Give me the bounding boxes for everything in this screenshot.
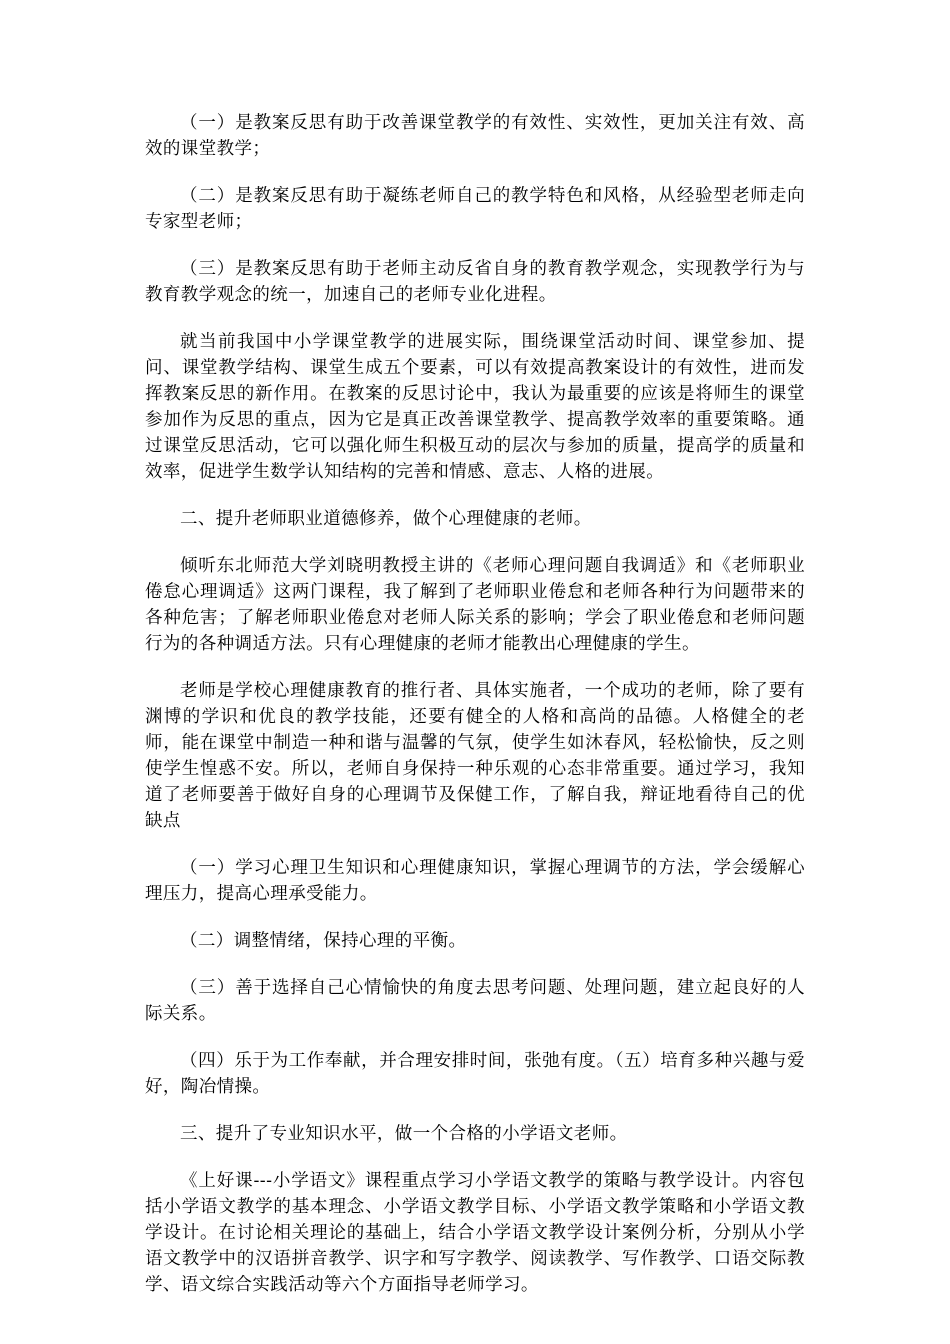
section-heading-3: 三、提升了专业知识水平，做一个合格的小学语文老师。 xyxy=(180,1124,628,1144)
paragraph-body: 就当前我国中小学课堂教学的进展实际，围绕课堂活动时间、课堂参加、提问、课堂教学结构、课堂生成五个要素，可以有效提高教案设计的有效性，进而发挥教案反思的新作用。在教案的反思讨论中，我认为最重要的应该是将师生的课堂参加作为反思的重点，因为它是真正改善课堂教学、提高教学效率的重要策略。通过课堂反思活动，它可以强化师生积极互动的层次与参加的质量，提高学的质量和效率，促进学生数学认知结构的完善和情感、意志、人格的进展。 xyxy=(145,332,805,482)
list-item-2: （二）调整情绪，保持心理的平衡。 xyxy=(180,931,467,951)
paragraph-item-2: （二）是教案反思有助于凝练老师自己的教学特色和风格，从经验型老师走向专家型老师； xyxy=(145,186,805,232)
section-heading-2: 二、提升老师职业道德修养，做个心理健康的老师。 xyxy=(180,509,592,529)
list-item-1: （一）学习心理卫生知识和心理健康知识，掌握心理调节的方法，学会缓解心理压力，提高心理承受能力。 xyxy=(145,858,805,904)
document-page xyxy=(145,110,805,1298)
paragraph-body: 《上好课---小学语文》课程重点学习小学语文教学的策略与教学设计。内容包括小学语文教学的基本理念、小学语文教学目标、小学语文教学策略和小学语文教学设计。在讨论相关理论的基础上，结合小学语文教学设计案例分析，分别从小学语文教学中的汉语拼音教学、识字和写字教学、阅读教学、写作教学、口语交际教学、语文综合实践活动等六个方面指导老师学习。 xyxy=(145,1171,805,1295)
paragraph-item-3: （三）是教案反思有助于老师主动反省自身的教育教学观念，实现教学行为与教育教学观念的统一，加速自己的老师专业化进程。 xyxy=(145,259,805,305)
list-item-4-5: （四）乐于为工作奉献，并合理安排时间，张弛有度。（五）培育多种兴趣与爱好，陶冶情操。 xyxy=(145,1051,805,1097)
list-item-3: （三）善于选择自己心情愉快的角度去思考问题、处理问题，建立起良好的人际关系。 xyxy=(145,978,805,1024)
paragraph-body: 老师是学校心理健康教育的推行者、具体实施者，一个成功的老师，除了要有渊博的学识和优良的教学技能，还要有健全的人格和高尚的品德。人格健全的老师，能在课堂中制造一种和谐与温馨的气氛，使学生如沐春风，轻松愉快，反之则使学生惶惑不安。所以，老师自身保持一种乐观的心态非常重要。通过学习，我知道了老师要善于做好自身的心理调节及保健工作，了解自我，辩证地看待自己的优缺点 xyxy=(145,681,805,831)
paragraph-body: 倾听东北师范大学刘晓明教授主讲的《老师心理问题自我调适》和《老师职业倦怠心理调适》这两门课程，我了解到了老师职业倦怠和老师各种行为问题带来的各种危害；了解老师职业倦怠对老师人际关系的影响；学会了职业倦怠和老师问题行为的各种调适方法。只有心理健康的老师才能教出心理健康的学生。 xyxy=(145,556,805,654)
paragraph-item-1: （一）是教案反思有助于改善课堂教学的有效性、实效性，更加关注有效、高效的课堂教学； xyxy=(145,113,805,159)
